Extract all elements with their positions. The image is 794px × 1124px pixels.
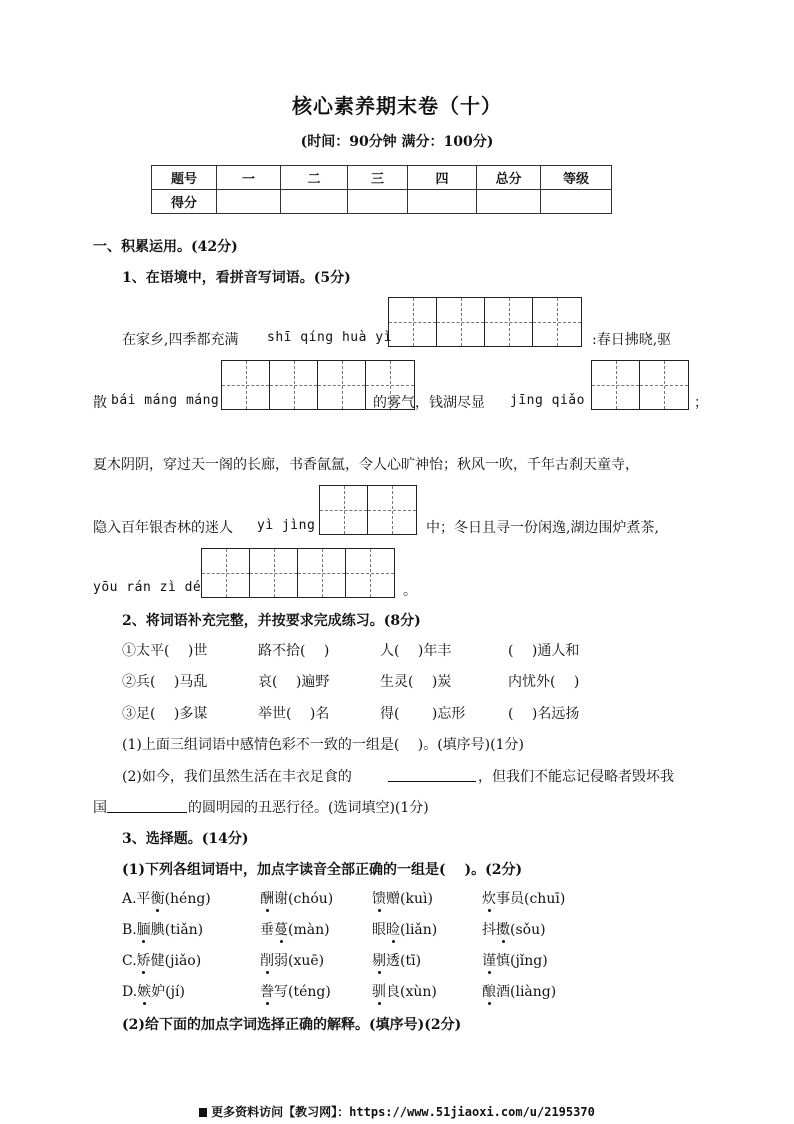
- dotted-character: 腼: [137, 919, 151, 939]
- writing-grid[interactable]: [388, 297, 582, 347]
- score-table-score-row: [152, 190, 612, 214]
- choice-option-item: [122, 919, 203, 939]
- choice-option-item: [372, 919, 437, 939]
- choice-option-item: [122, 888, 211, 908]
- score-header-cell: 题号: [152, 166, 217, 190]
- option-text: 妒(jí): [151, 984, 185, 1000]
- score-cell[interactable]: [477, 190, 541, 214]
- choice-option-item: [372, 888, 433, 908]
- choice-option-item: [260, 950, 324, 970]
- option-text: 垂: [260, 922, 274, 938]
- grid-cell[interactable]: [389, 298, 437, 346]
- passage-text: 散: [93, 395, 107, 411]
- score-cell[interactable]: [348, 190, 408, 214]
- pinyin: yì jìng: [257, 518, 316, 533]
- question-heading: 1、在语境中，看拼音写词语。(5分): [122, 270, 351, 286]
- option-text: (màn): [288, 922, 330, 938]
- passage-text: 的雾气，钱湖尽显: [373, 395, 485, 411]
- dotted-character: 驯: [372, 981, 386, 1001]
- score-header-cell: 等级: [541, 166, 612, 190]
- option-text: 眼: [372, 922, 386, 938]
- choice-option-item: [482, 919, 546, 939]
- sub-question: 国: [93, 800, 107, 816]
- exam-info: (时间：90分钟 满分：100分): [300, 134, 494, 150]
- idiom-item: 人( )年丰: [380, 643, 452, 659]
- choice-option-item: [260, 888, 333, 908]
- score-cell[interactable]: [281, 190, 348, 214]
- question-heading: 2、将词语补充完整，并按要求完成练习。(8分): [122, 613, 421, 629]
- score-header-cell: 二: [281, 166, 348, 190]
- writing-grid[interactable]: [591, 360, 689, 410]
- option-text: 健(jiǎo): [150, 953, 202, 969]
- option-text: A.平: [122, 891, 151, 907]
- choice-option-item: [260, 981, 331, 1001]
- idiom-item: 路不拾( ): [258, 643, 330, 659]
- passage-text: 中；冬日且寻一份闲逸,湖边围炉煮茶,: [426, 520, 659, 536]
- pinyin: bái máng máng: [111, 393, 220, 408]
- score-header-cell: 总分: [477, 166, 541, 190]
- score-cell[interactable]: [217, 190, 281, 214]
- grid-cell[interactable]: [222, 361, 270, 409]
- option-text: 抖: [482, 922, 496, 938]
- dotted-character: 炊: [482, 888, 496, 908]
- dotted-character: 誊: [260, 981, 274, 1001]
- grid-cell[interactable]: [485, 298, 533, 346]
- dotted-character: 擞: [496, 919, 510, 939]
- passage-text: 隐入百年银杏林的迷人: [93, 520, 233, 536]
- sub-question: 的圆明园的丑恶行径。(选词填空)(1分): [188, 800, 429, 816]
- idiom-item: 得( )忘形: [380, 706, 466, 722]
- writing-grid[interactable]: [319, 485, 417, 535]
- idiom-item: ①太平( )世: [122, 643, 208, 659]
- idiom-item: ③足( )多谋: [122, 706, 208, 722]
- passage-text: 在家乡,四季都充满: [122, 332, 239, 348]
- pinyin: shī qíng huà yì: [267, 330, 392, 345]
- option-text: (héng): [164, 891, 211, 907]
- question-heading: 3、选择题。(14分): [122, 831, 249, 847]
- option-text: 弱(xuē): [274, 953, 325, 969]
- grid-cell[interactable]: [592, 361, 640, 409]
- idiom-item: 生灵( )炭: [380, 674, 452, 690]
- answer-blank[interactable]: [107, 812, 187, 813]
- option-text: 良(xùn): [386, 984, 437, 1000]
- sub-question: (1)下列各组词语中，加点字读音全部正确的一组是( )。(2分): [122, 862, 523, 878]
- score-table: [151, 165, 612, 214]
- choice-option-item: [482, 888, 565, 908]
- dotted-character: 馈: [372, 888, 386, 908]
- dotted-character: 谨: [482, 950, 496, 970]
- dotted-character: 削: [260, 950, 274, 970]
- idiom-item: 内忧外( ): [508, 674, 580, 690]
- sub-question: (2)给下面的加点字词选择正确的解释。(填序号)(2分): [122, 1017, 462, 1033]
- dotted-character: 矫: [137, 950, 151, 970]
- score-header-cell: 一: [217, 166, 281, 190]
- grid-cell[interactable]: [437, 298, 485, 346]
- sub-question: (2)如今，我们虽然生活在丰衣足食的: [122, 769, 352, 785]
- grid-cell[interactable]: [270, 361, 318, 409]
- option-text: 酒(liàng): [496, 984, 557, 1000]
- score-cell[interactable]: [541, 190, 612, 214]
- grid-cell[interactable]: [250, 549, 298, 597]
- pinyin: yōu rán zì dé: [93, 580, 202, 595]
- page-title: 核心素养期末卷（十）: [292, 94, 502, 118]
- option-text: 事员(chuī): [496, 891, 566, 907]
- dotted-character: 嫉: [137, 981, 151, 1001]
- grid-cell[interactable]: [320, 486, 368, 534]
- pinyin: jīng qiǎo: [510, 393, 585, 408]
- footer-text: 更多资料访问【教习网】：https://www.51jiaoxi.com/u/2195370: [211, 1105, 595, 1119]
- score-table-header-row: [152, 166, 612, 190]
- option-text: D.: [122, 984, 138, 1000]
- answer-blank[interactable]: [388, 781, 476, 782]
- grid-cell[interactable]: [346, 549, 394, 597]
- choice-option-item: [260, 919, 330, 939]
- dotted-character: 衡: [151, 888, 165, 908]
- choice-option-item: [482, 950, 548, 970]
- score-row-label: 得分: [152, 190, 217, 214]
- idiom-item: ②兵( )马乱: [122, 674, 208, 690]
- grid-cell[interactable]: [298, 549, 346, 597]
- choice-option-item: [122, 950, 201, 970]
- dotted-character: 蔓: [274, 919, 288, 939]
- choice-option-item: [372, 950, 421, 970]
- idiom-item: ( )名远扬: [508, 706, 580, 722]
- choice-option-item: [372, 981, 437, 1001]
- writing-grid[interactable]: [201, 548, 395, 598]
- grid-cell[interactable]: [368, 486, 416, 534]
- sub-question: ，但我们不能忘记侵略者毁坏我: [478, 769, 674, 785]
- choice-option-item: [482, 981, 556, 1001]
- option-text: 谢(chóu): [274, 891, 334, 907]
- option-text: 慎(jǐng): [496, 953, 548, 969]
- passage-text: ；: [694, 395, 708, 411]
- choice-option-item: [122, 981, 185, 1001]
- dotted-character: 酬: [260, 888, 274, 908]
- option-text: C.: [122, 953, 137, 969]
- option-text: 透(tī): [386, 953, 422, 969]
- section-heading: 一、积累运用。(42分): [93, 239, 238, 255]
- passage-text: 夏木阴阴，穿过天一阁的长廊，书香氤氲，令人心旷神怡；秋风一吹，千年古刹天童寺，: [93, 457, 639, 473]
- option-text: B.: [122, 922, 137, 938]
- idiom-item: 哀( )遍野: [258, 674, 330, 690]
- idiom-item: ( )通人和: [508, 643, 580, 659]
- footer: [0, 1103, 794, 1120]
- score-header-cell: 三: [348, 166, 408, 190]
- passage-text: 。: [403, 583, 417, 599]
- passage-text: :春日拂晓,驱: [592, 332, 672, 348]
- score-header-cell: 四: [408, 166, 477, 190]
- dotted-character: 睑: [386, 919, 400, 939]
- dotted-character: 剔: [372, 950, 386, 970]
- grid-cell[interactable]: [533, 298, 581, 346]
- option-text: 腆(tiǎn): [150, 922, 204, 938]
- flag-icon: [199, 1108, 207, 1117]
- score-cell[interactable]: [408, 190, 477, 214]
- grid-cell[interactable]: [202, 549, 250, 597]
- option-text: 赠(kuì): [386, 891, 433, 907]
- option-text: (sǒu): [510, 922, 546, 938]
- idiom-item: 举世( )名: [258, 706, 330, 722]
- option-text: 写(téng): [274, 984, 331, 1000]
- sub-question: (1)上面三组词语中感情色彩不一致的一组是( )。(填序号)(1分): [122, 737, 524, 753]
- grid-cell[interactable]: [318, 361, 366, 409]
- grid-cell[interactable]: [640, 361, 688, 409]
- option-text: (liǎn): [400, 922, 438, 938]
- dotted-character: 酿: [482, 981, 496, 1001]
